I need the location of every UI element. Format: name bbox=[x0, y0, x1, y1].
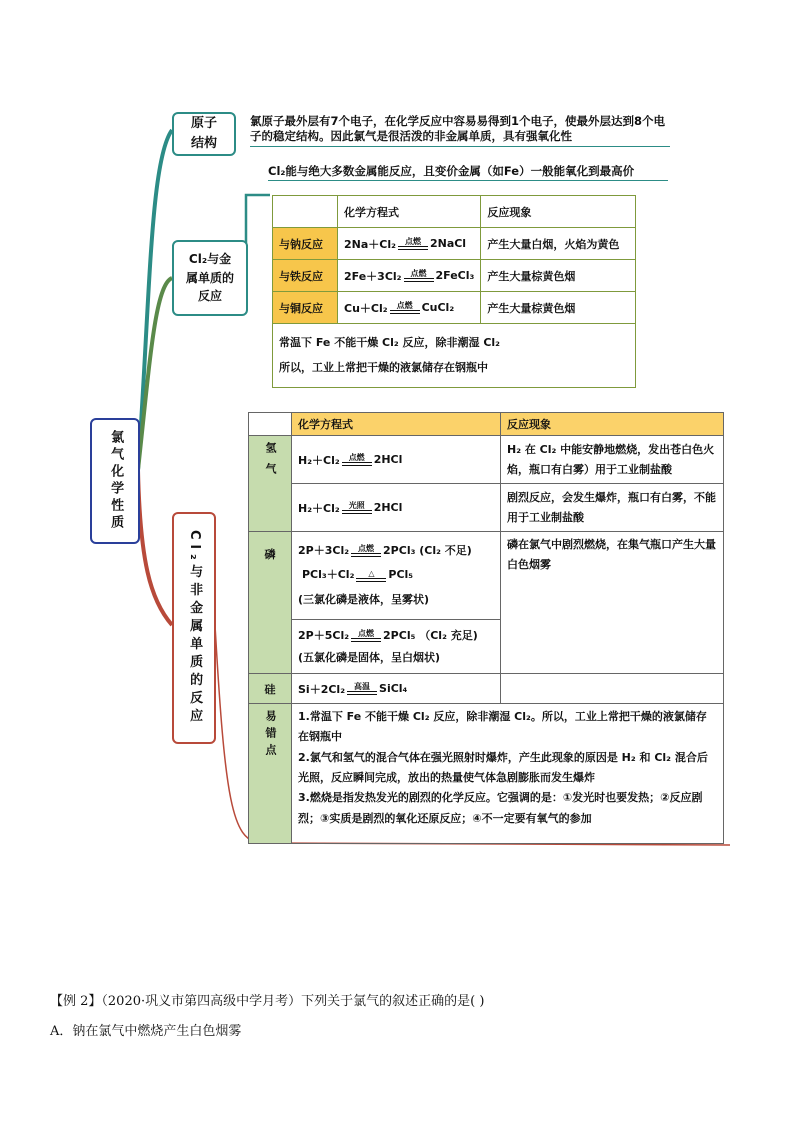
error-point-2: 2.氯气和氢气的混合气体在强光照射时爆炸，产生此现象的原因是 H₂ 和 Cl₂ 混合后光照，反应瞬间完成，放出的热量使气体急剧膨胀而发生爆炸 bbox=[298, 750, 708, 785]
hydrogen-label: 氢气 bbox=[249, 436, 292, 532]
phosphorus-note-1: (三氯化磷是液体，呈雾状) bbox=[298, 592, 430, 606]
metal-header-equation: 化学方程式 bbox=[338, 196, 481, 228]
silicon-equation: Si＋2Cl₂ 高温 SiCl₄ bbox=[292, 674, 501, 704]
hydrogen-ph-light: 剧烈反应，会发生爆炸，瓶口有白雾，不能用于工业制盐酸 bbox=[501, 484, 724, 532]
metal-header-phenomenon: 反应现象 bbox=[481, 196, 636, 228]
row-iron-phenomenon: 产生大量棕黄色烟 bbox=[481, 260, 636, 292]
hydrogen-eq-light: H₂＋Cl₂ 光照 2HCl bbox=[292, 484, 501, 532]
central-topic: 氯气化学性质 bbox=[90, 418, 140, 544]
option-a[interactable]: A．钠在氯气中燃烧产生白色烟雾 bbox=[50, 1024, 242, 1039]
metal-reaction-node: Cl₂与金属单质的反应 bbox=[172, 240, 248, 316]
error-points-label: 易错点 bbox=[249, 704, 292, 844]
phosphorus-label: 磷 bbox=[249, 532, 292, 674]
row-iron-label: 与铁反应 bbox=[273, 260, 338, 292]
nm-header-equation: 化学方程式 bbox=[292, 413, 501, 436]
row-copper-label: 与铜反应 bbox=[273, 292, 338, 324]
silicon-phenomenon bbox=[501, 674, 724, 704]
row-copper-phenomenon: 产生大量棕黄色烟 bbox=[481, 292, 636, 324]
error-point-3: 3.燃烧是指发热发光的剧烈的化学反应。它强调的是：①发光时也要发热；②反应剧烈；③实质是剧烈的氧化还原反应；④不一定要有氧气的参加 bbox=[298, 791, 703, 825]
metal-note bbox=[273, 324, 636, 388]
metal-note-2: 所以，工业上常把干燥的液氯储存在钢瓶中 bbox=[279, 360, 488, 374]
metal-header-blank bbox=[273, 196, 338, 228]
row-sodium-label: 与钠反应 bbox=[273, 228, 338, 260]
phosphorus-eq-group2: 2P＋5Cl₂ 点燃 2PCl₅ （Cl₂ 充足) (五氯化磷是固体，呈白烟状) bbox=[292, 620, 501, 674]
error-point-1: 1.常温下 Fe 不能干燥 Cl₂ 反应，除非潮湿 Cl₂。所以，工业上常把干燥的液氯储存在钢瓶中 bbox=[298, 710, 707, 744]
metal-intro: Cl₂能与绝大多数金属能反应，且变价金属（如Fe）一般能氧化到最高价 bbox=[268, 163, 668, 181]
nm-header-phenomenon: 反应现象 bbox=[501, 413, 724, 436]
hydrogen-eq-ignite: H₂＋Cl₂ 点燃 2HCl bbox=[292, 436, 501, 484]
row-copper-equation: Cu＋Cl₂ 点燃 CuCl₂ bbox=[338, 292, 481, 324]
hydrogen-ph-ignite: H₂ 在 Cl₂ 中能安静地燃烧，发出苍白色火焰，瓶口有白雾）用于工业制盐酸 bbox=[501, 436, 724, 484]
phosphorus-note-2: (五氯化磷是固体，呈白烟状) bbox=[298, 650, 441, 664]
row-sodium-equation: 2Na＋Cl₂ 点燃 2NaCl bbox=[338, 228, 481, 260]
nm-header-blank bbox=[249, 413, 292, 436]
atom-structure-text: 氯原子最外层有7个电子，在化学反应中容易易得到1个电子，使最外层达到8个电子的稳定结构。因此氯气是很活泼的非金属单质，具有强氧化性 bbox=[250, 114, 670, 147]
atom-structure-node: 原子结构 bbox=[172, 112, 236, 156]
nonmetal-reaction-node: Cl₂与非金属单质的反应 bbox=[172, 512, 216, 744]
row-sodium-phenomenon: 产生大量白烟，火焰为黄色 bbox=[481, 228, 636, 260]
metal-reaction-table bbox=[272, 195, 636, 388]
nonmetal-reaction-table bbox=[248, 412, 724, 844]
row-iron-equation: 2Fe＋3Cl₂ 点燃 2FeCl₃ bbox=[338, 260, 481, 292]
phosphorus-eq-group1: 2P＋3Cl₂ 点燃 2PCl₃ (Cl₂ 不足) PCl₃＋Cl₂ △ PCl₅ (三氯化磷是液体，呈雾状) bbox=[292, 532, 501, 620]
metal-note-1: 常温下 Fe 不能干燥 Cl₂ 反应，除非潮湿 Cl₂ bbox=[279, 336, 500, 350]
phosphorus-phenomenon: 磷在氯气中剧烈燃烧，在集气瓶口产生大量白色烟雾 bbox=[501, 532, 724, 674]
silicon-label: 硅 bbox=[249, 674, 292, 704]
example-question: 【例 2】（2020·巩义市第四高级中学月考）下列关于氯气的叙述正确的是( ) bbox=[50, 994, 485, 1009]
error-points-content bbox=[292, 704, 724, 844]
